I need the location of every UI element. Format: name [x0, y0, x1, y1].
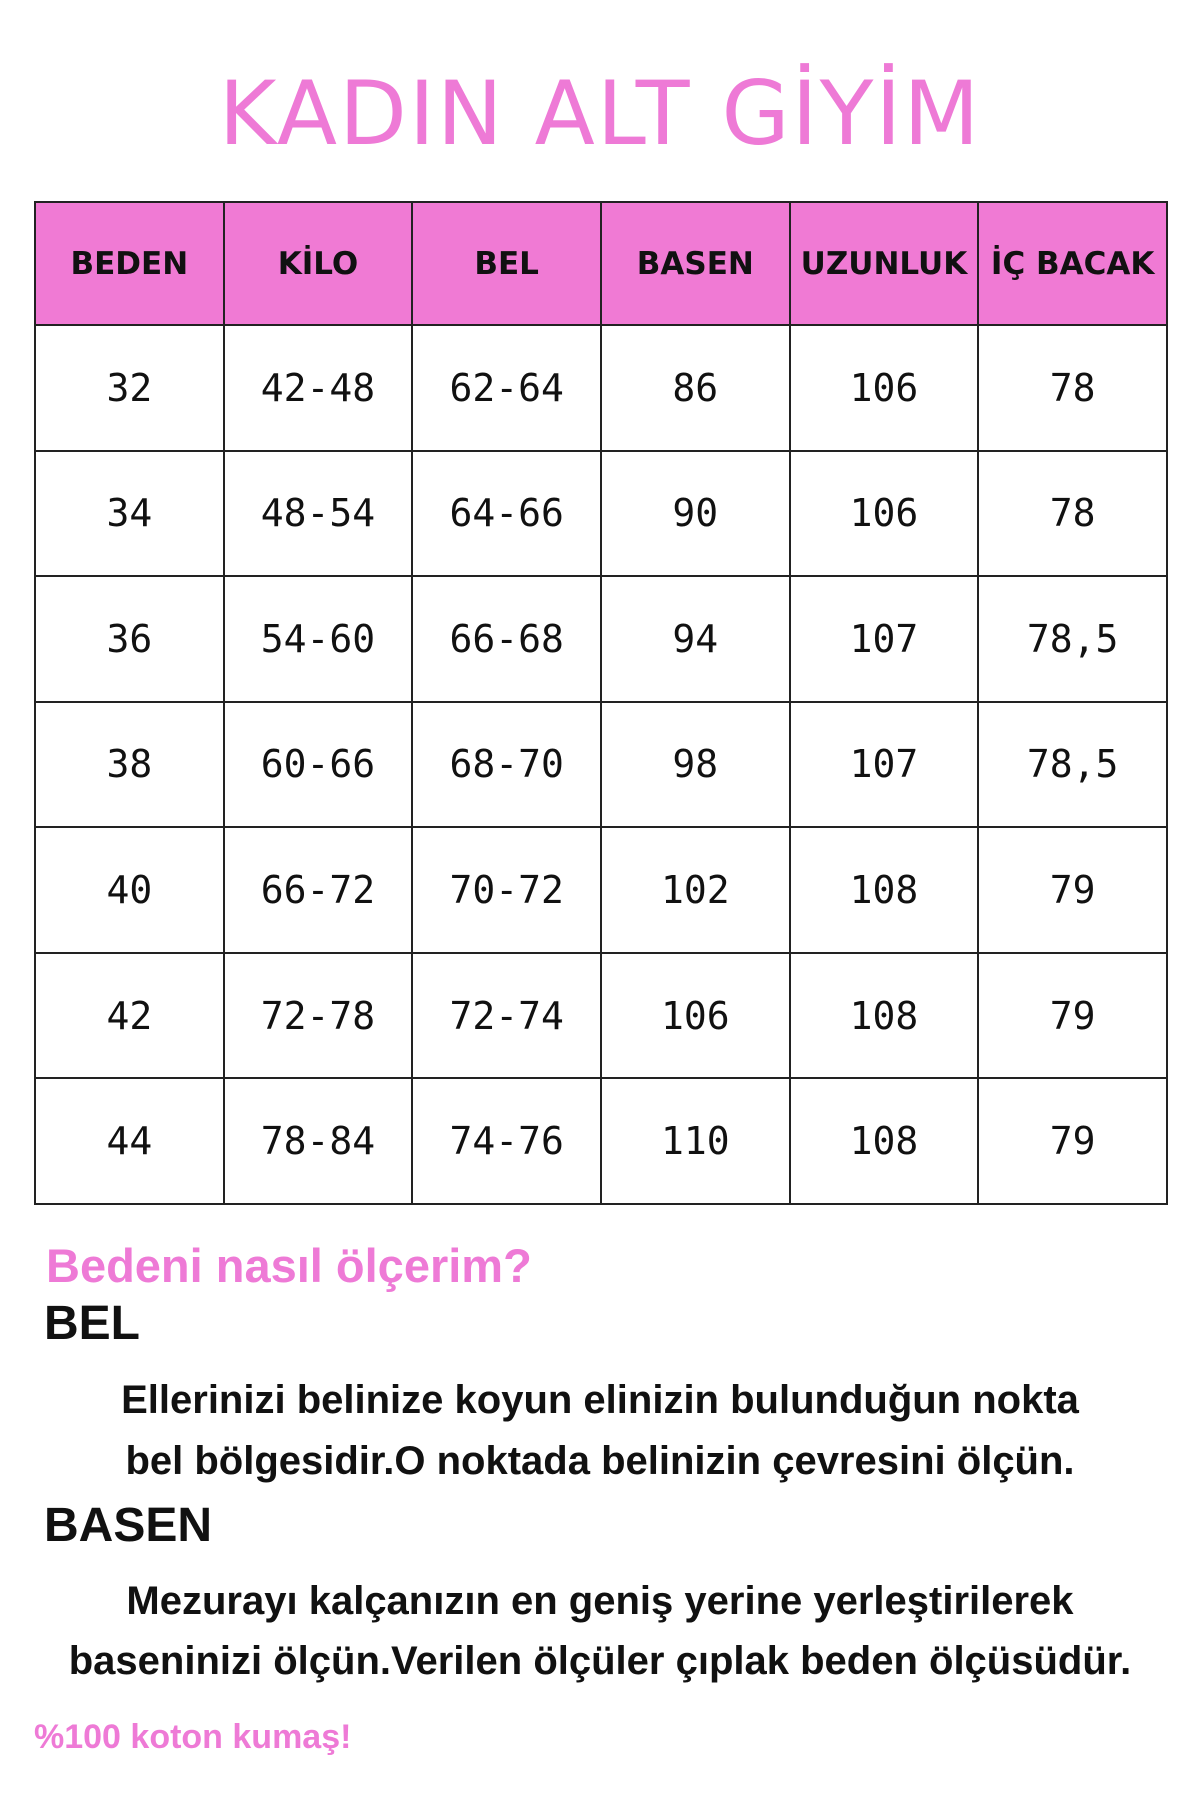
table-cell: 32: [35, 325, 224, 451]
bel-description-line-1: Ellerinizi belinize koyun elinizin bulunduğun nokta: [121, 1378, 1079, 1422]
header-kilo: KİLO: [224, 202, 413, 325]
table-cell: 78-84: [224, 1078, 413, 1204]
table-cell: 44: [35, 1078, 224, 1204]
table-cell: 42-48: [224, 325, 413, 451]
table-cell: 78,5: [978, 702, 1167, 828]
table-cell: 79: [978, 1078, 1167, 1204]
header-uzunluk: UZUNLUK: [790, 202, 979, 325]
table-row: [35, 702, 1167, 828]
table-cell: 62-64: [412, 325, 601, 451]
table-cell: 79: [978, 953, 1167, 1079]
table-cell: 72-74: [412, 953, 601, 1079]
table-cell: 74-76: [412, 1078, 601, 1204]
table-cell: 68-70: [412, 702, 601, 828]
table-cell: 78: [978, 325, 1167, 451]
size-chart-table: [34, 201, 1168, 1205]
table-cell: 108: [790, 953, 979, 1079]
table-cell: 107: [790, 576, 979, 702]
table-cell: 34: [35, 451, 224, 577]
header-ic-bacak: İÇ BACAK: [978, 202, 1167, 325]
fabric-note: %100 koton kumaş!: [34, 1718, 352, 1756]
table-cell: 36: [35, 576, 224, 702]
table-cell: 54-60: [224, 576, 413, 702]
table-cell: 86: [601, 325, 790, 451]
basen-heading: BASEN: [44, 1499, 213, 1552]
table-cell: 106: [790, 451, 979, 577]
table-row: [35, 1078, 1167, 1204]
table-cell: 106: [790, 325, 979, 451]
header-bel: BEL: [412, 202, 601, 325]
table-cell: 102: [601, 827, 790, 953]
page-title: KADIN ALT GİYİM: [218, 62, 982, 165]
table-cell: 110: [601, 1078, 790, 1204]
table-cell: 79: [978, 827, 1167, 953]
table-cell: 98: [601, 702, 790, 828]
bel-heading: BEL: [44, 1297, 140, 1350]
table-cell: 78: [978, 451, 1167, 577]
header-basen: BASEN: [601, 202, 790, 325]
basen-description-line-1: Mezurayı kalçanızın en geniş yerine yerleştirilerek: [126, 1579, 1074, 1623]
basen-description-line-2: baseninizi ölçün.Verilen ölçüler çıplak beden ölçüsüdür.: [68, 1639, 1132, 1683]
table-row: [35, 827, 1167, 953]
table-row: [35, 451, 1167, 577]
table-cell: 66-72: [224, 827, 413, 953]
table-cell: 107: [790, 702, 979, 828]
table-cell: 108: [790, 1078, 979, 1204]
table-cell: 108: [790, 827, 979, 953]
table-cell: 90: [601, 451, 790, 577]
table-row: [35, 576, 1167, 702]
bel-description-line-2: bel bölgesidir.O noktada belinizin çevresini ölçün.: [125, 1439, 1075, 1483]
table-row: [35, 953, 1167, 1079]
table-cell: 106: [601, 953, 790, 1079]
table-cell: 64-66: [412, 451, 601, 577]
table-cell: 40: [35, 827, 224, 953]
table-cell: 94: [601, 576, 790, 702]
table-row: [35, 325, 1167, 451]
table-header-row: [35, 202, 1167, 325]
table-cell: 42: [35, 953, 224, 1079]
table-cell: 60-66: [224, 702, 413, 828]
table-cell: 66-68: [412, 576, 601, 702]
table-cell: 72-78: [224, 953, 413, 1079]
header-beden: BEDEN: [35, 202, 224, 325]
table-cell: 38: [35, 702, 224, 828]
table-cell: 78,5: [978, 576, 1167, 702]
table-cell: 70-72: [412, 827, 601, 953]
measurement-guide-question: Bedeni nasıl ölçerim?: [46, 1239, 532, 1292]
table-cell: 48-54: [224, 451, 413, 577]
